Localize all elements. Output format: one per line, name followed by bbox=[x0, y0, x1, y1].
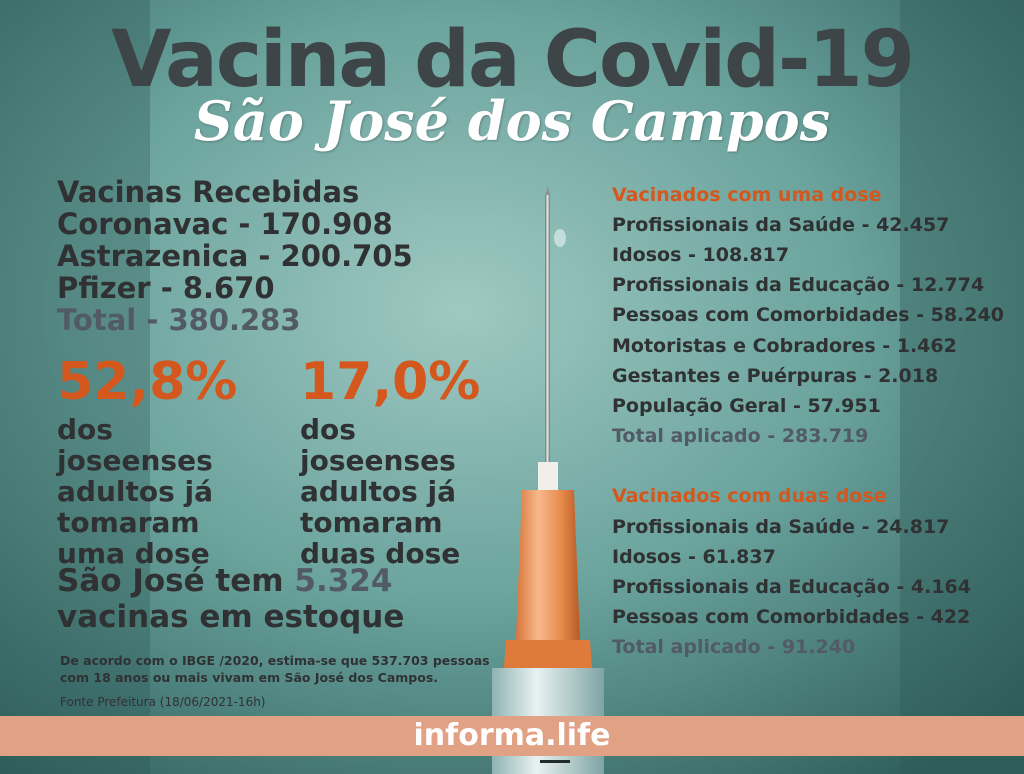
stat-two-dose-percent: 17,0% bbox=[300, 352, 481, 412]
footer-brand: informa.life bbox=[413, 718, 611, 753]
stock-prefix: São José tem bbox=[57, 563, 295, 599]
two-dose-line: Profissionais da Saúde - 24.817 bbox=[612, 516, 950, 538]
received-heading: Vacinas Recebidas bbox=[57, 175, 360, 209]
received-line-astrazenica: Astrazenica - 200.705 bbox=[57, 239, 413, 273]
two-dose-heading: Vacinados com duas dose bbox=[612, 485, 887, 507]
one-dose-line: População Geral - 57.951 bbox=[612, 395, 881, 417]
stat-two-dose-description: dos joseenses adultos já tomaram duas dose bbox=[300, 413, 461, 570]
stock-info bbox=[57, 563, 404, 635]
one-dose-line: Profissionais da Saúde - 42.457 bbox=[612, 214, 950, 236]
stock-line2: vacinas em estoque bbox=[57, 599, 405, 635]
received-total: Total - 380.283 bbox=[57, 303, 301, 337]
one-dose-heading: Vacinados com uma dose bbox=[612, 184, 882, 206]
one-dose-line: Pessoas com Comorbidades - 58.240 bbox=[612, 304, 1004, 326]
one-dose-line: Profissionais da Educação - 12.774 bbox=[612, 274, 985, 296]
two-dose-line: Pessoas com Comorbidades - 422 bbox=[612, 606, 971, 628]
stock-value: 5.324 bbox=[294, 563, 393, 599]
one-dose-line: Motoristas e Cobradores - 1.462 bbox=[612, 335, 957, 357]
one-dose-total: Total aplicado - 283.719 bbox=[612, 425, 869, 447]
one-dose-line: Gestantes e Puérpuras - 2.018 bbox=[612, 365, 939, 387]
page-title: Vacina da Covid-19 bbox=[111, 15, 913, 105]
source-credit: Fonte Prefeitura (18/06/2021-16h) bbox=[60, 695, 266, 709]
received-line-coronavac: Coronavac - 170.908 bbox=[57, 207, 393, 241]
stat-one-dose-description: dos joseenses adultos já tomaram uma dose bbox=[57, 413, 213, 570]
two-dose-line: Idosos - 61.837 bbox=[612, 546, 776, 568]
ibge-note: De acordo com o IBGE /2020, estima-se que 537.703 pessoas com 18 anos ou mais vivam em São José dos Campos. bbox=[60, 653, 490, 685]
two-dose-line: Profissionais da Educação - 4.164 bbox=[612, 576, 971, 598]
received-line-pfizer: Pfizer - 8.670 bbox=[57, 271, 275, 305]
footer-bar bbox=[0, 716, 1024, 756]
stat-one-dose-percent: 52,8% bbox=[57, 352, 238, 412]
one-dose-line: Idosos - 108.817 bbox=[612, 244, 790, 266]
city-subtitle: São José dos Campos bbox=[193, 89, 831, 153]
two-dose-total: Total aplicado - 91.240 bbox=[612, 636, 856, 658]
